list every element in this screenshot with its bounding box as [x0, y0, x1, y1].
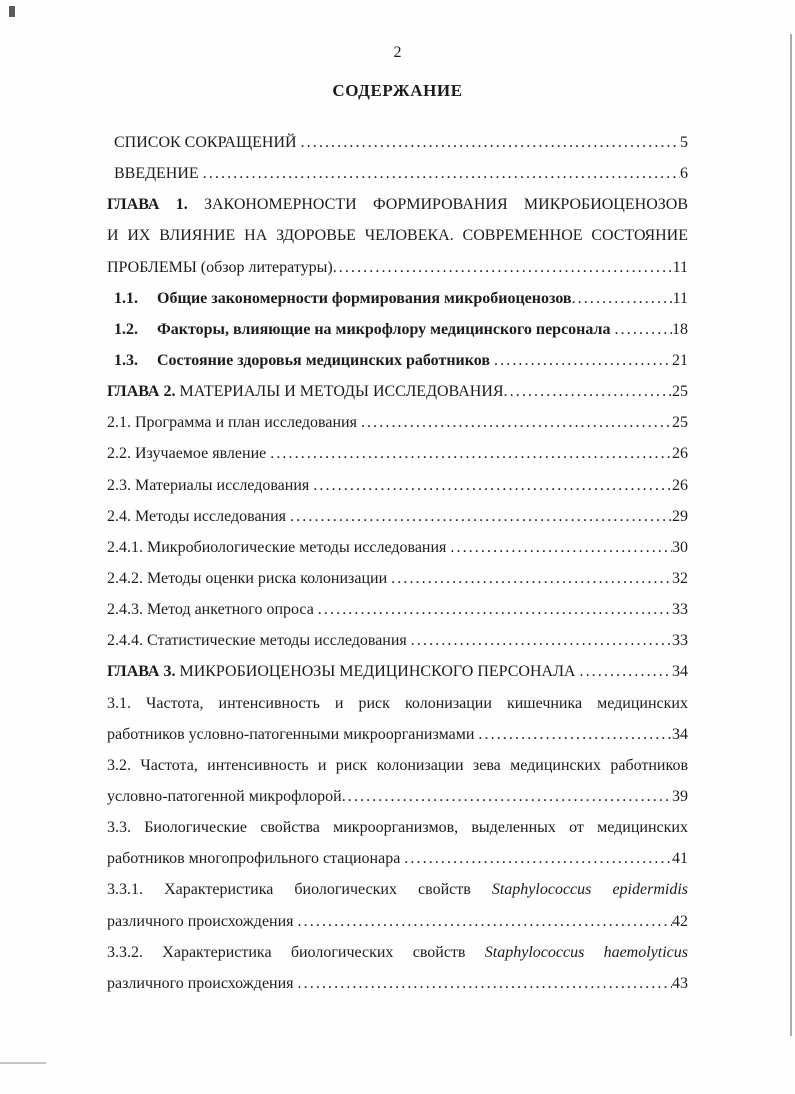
toc-page-ref: 26 [672, 476, 688, 494]
toc-line [107, 906, 688, 937]
toc-page-ref: 33 [672, 601, 688, 619]
dot-leader [301, 127, 680, 158]
toc-line [107, 158, 688, 189]
toc-entry-text: 2.3. Материалы исследования [107, 476, 314, 494]
toc-entry-text: 1.2. [114, 320, 138, 338]
toc-page-ref: 29 [672, 507, 688, 525]
toc-entry-text: Staphylococcus haemolyticus [484, 943, 688, 961]
toc-page-ref: 32 [672, 569, 688, 587]
toc-entry-text: 2.4. Методы исследования [107, 507, 291, 525]
toc-page-ref: 25 [672, 414, 688, 432]
toc-entry-text: различного происхождения [107, 974, 298, 992]
toc-page-ref: 39 [672, 787, 688, 805]
toc-entry-text: условно-патогенной микрофлорой [107, 787, 342, 805]
toc-line [107, 501, 688, 532]
toc-line [107, 937, 688, 968]
toc-line [107, 812, 688, 843]
toc-line [107, 843, 688, 874]
toc-entry-text: работников условно-патогенными микроорганизмами [107, 725, 479, 743]
toc-entry-text: МИКРОБИОЦЕНОЗЫ МЕДИЦИНСКОГО ПЕРСОНАЛА [175, 663, 580, 681]
toc-entry-text: И ИХ ВЛИЯНИЕ НА ЗДОРОВЬЕ ЧЕЛОВЕКА. СОВРЕМЕННОЕ СОСТОЯНИЕ [107, 227, 688, 245]
toc-entry-text: 2.4.3. Метод анкетного опроса [107, 601, 318, 619]
toc-entry-text: Общие закономерности формирования микробиоценозов [157, 289, 572, 307]
toc-line [107, 968, 688, 999]
toc-line [107, 314, 688, 345]
toc-line [107, 563, 688, 594]
dot-leader [391, 563, 672, 594]
scan-corner-artifact [9, 6, 15, 17]
toc-entry-text: ПРОБЛЕМЫ (обзор литературы) [107, 258, 333, 276]
toc-entry-text: 3.1. Частота, интенсивность и риск колонизации кишечника медицинских [107, 694, 688, 712]
toc-page-ref: 21 [672, 351, 688, 369]
dot-leader [478, 719, 672, 750]
toc-page-ref: 30 [672, 538, 688, 556]
toc-line [107, 252, 688, 283]
toc-line [107, 874, 688, 905]
toc-line [107, 345, 688, 376]
toc-page-ref: 11 [672, 258, 688, 276]
page-number: 2 [393, 44, 402, 61]
toc-entry-text: СПИСОК СОКРАЩЕНИЙ [114, 134, 301, 151]
dot-leader [450, 532, 672, 563]
toc-page-ref: 5 [680, 134, 688, 151]
dot-leader [361, 407, 672, 438]
toc-line [107, 407, 688, 438]
toc-line [107, 656, 688, 687]
dot-leader [313, 470, 672, 501]
toc-page-ref: 41 [672, 850, 688, 868]
toc-line [107, 220, 688, 251]
toc-page-ref: 43 [672, 974, 688, 992]
scan-bottom-artifact [0, 1062, 46, 1064]
toc-line [107, 594, 688, 625]
dot-leader [494, 345, 672, 376]
toc-entry-text: ЗАКОНОМЕРНОСТИ ФОРМИРОВАНИЯ МИКРОБИОЦЕНОЗОВ [187, 196, 688, 214]
toc-line [107, 688, 688, 719]
toc-line [107, 781, 688, 812]
dot-leader [203, 158, 680, 189]
toc-page-ref: 25 [672, 383, 688, 401]
toc-page-ref: 34 [672, 725, 688, 743]
toc-entry-text: ГЛАВА 2. [107, 383, 176, 401]
toc-entry-text: 2.4.4. Статистические методы исследования [107, 632, 411, 650]
toc-entry-text: 2.4.1. Микробиологические методы исследования [107, 538, 451, 556]
toc-entry-text: 3.3. Биологические свойства микроорганизмов, выделенных от медицинских [107, 819, 688, 837]
dot-leader [411, 625, 672, 656]
toc-page-ref: 33 [672, 632, 688, 650]
toc-entry-text: 3.3.1. Характеристика биологических свойств [107, 881, 492, 899]
toc-line [107, 283, 688, 314]
toc-entry-text: 1.3. [114, 351, 138, 369]
toc-line [107, 127, 688, 158]
dot-leader [270, 438, 672, 469]
toc-page-ref: 18 [672, 320, 688, 338]
toc-line [107, 376, 688, 407]
toc-page-ref: 6 [680, 165, 688, 183]
toc-entry-text: ВВЕДЕНИЕ [114, 165, 203, 183]
toc-page-ref: 26 [672, 445, 688, 463]
toc-entry-text: Факторы, влияющие на микрофлору медицинского персонала [157, 320, 615, 338]
dot-leader [342, 781, 672, 812]
toc-entry-text: ГЛАВА 1. [107, 196, 188, 214]
toc-entry-text: 3.2. Частота, интенсивность и риск колонизации зева медицинских работников [107, 756, 688, 774]
dot-leader [298, 906, 672, 937]
page-title: СОДЕРЖАНИЕ [332, 81, 463, 100]
toc-entry-text: 2.4.2. Методы оценки риска колонизации [107, 569, 392, 587]
dot-leader [572, 283, 673, 314]
toc-page-ref: 11 [672, 289, 688, 307]
dot-leader [615, 314, 672, 345]
dot-leader [579, 656, 672, 687]
toc-entry-text: 1.1. [114, 289, 138, 307]
dot-leader [298, 968, 672, 999]
toc-entry-text: Staphylococcus epidermidis [491, 881, 688, 899]
toc-entry-text: МАТЕРИАЛЫ И МЕТОДЫ ИССЛЕДОВАНИЯ [175, 383, 504, 401]
dot-leader [290, 501, 672, 532]
toc-entry-text: различного происхождения [107, 912, 298, 930]
toc-line [107, 750, 688, 781]
toc-line [107, 470, 688, 501]
dot-leader [318, 594, 672, 625]
dot-leader [404, 843, 672, 874]
toc-entry-text: 3.3.2. Характеристика биологических свойств [107, 943, 485, 961]
toc-entry-text: ГЛАВА 3. [107, 663, 176, 681]
toc-entry-text: 2.2. Изучаемое явление [107, 445, 271, 463]
toc [107, 127, 688, 999]
toc-line [107, 719, 688, 750]
toc-line [107, 189, 688, 220]
toc-line [107, 532, 688, 563]
toc-entry-text: 2.1. Программа и план исследования [107, 414, 361, 432]
dot-leader [333, 252, 673, 283]
dot-leader [504, 376, 672, 407]
toc-line [107, 625, 688, 656]
toc-page-ref: 42 [672, 912, 688, 930]
scan-edge-artifact [790, 34, 792, 1036]
toc-entry-text: работников многопрофильного стационара [107, 850, 405, 868]
toc-line [107, 438, 688, 469]
toc-page-ref: 34 [672, 663, 688, 681]
toc-entry-text: Состояние здоровья медицинских работников [157, 351, 495, 369]
